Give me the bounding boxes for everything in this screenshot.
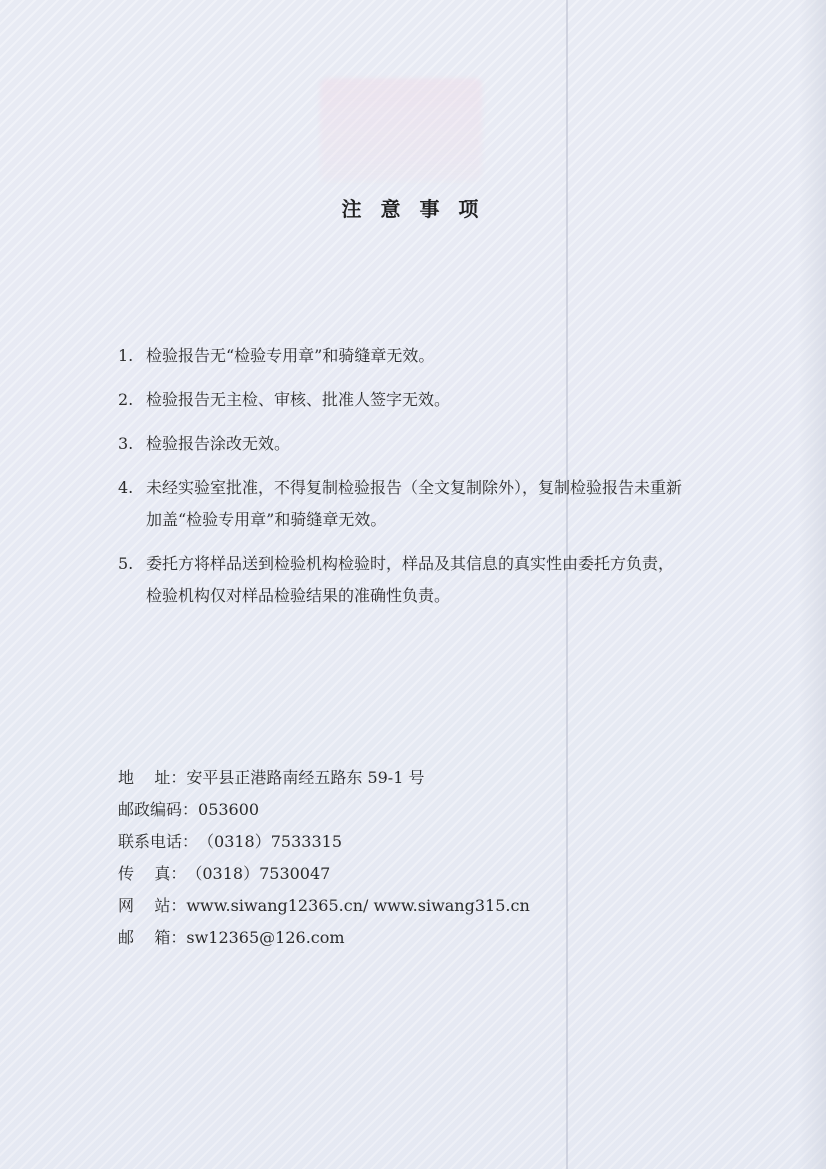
address-value: 安平县正港路南经五路东 59-1 号 [186, 768, 425, 787]
notice-number: 5. [118, 554, 134, 573]
email-row [118, 922, 618, 954]
notice-number: 3. [118, 434, 134, 453]
notice-text-line: 检验报告涂改无效。 [146, 434, 291, 453]
notice-item-5 [118, 548, 718, 612]
notice-text-line: 委托方将样品送到检验机构检验时，样品及其信息的真实性由委托方负责， [146, 554, 675, 573]
notice-item-2 [118, 384, 718, 416]
page-edge-shadow [798, 0, 826, 1169]
notice-item-3 [118, 428, 718, 460]
contact-info [118, 762, 618, 954]
postcode-row [118, 794, 618, 826]
page-title: 注 意 事 项 [341, 197, 485, 221]
notice-item-4 [118, 472, 718, 536]
notice-text-line: 未经实验室批准，不得复制检验报告（全文复制除外），复制检验报告未重新 [146, 478, 683, 497]
website-label: 网 站： [118, 896, 187, 915]
fax-label: 传 真： [118, 864, 187, 883]
notice-text-line: 检验报告无“检验专用章”和骑缝章无效。 [146, 346, 435, 365]
website-row [118, 890, 618, 922]
postcode-value: 053600 [198, 800, 260, 819]
fax-row [118, 858, 618, 890]
notice-number: 1. [118, 346, 134, 365]
notice-item-1 [118, 340, 718, 372]
phone-value: （0318）7533315 [198, 832, 342, 851]
email-value: sw12365@126.com [186, 928, 345, 947]
phone-label: 联系电话： [118, 832, 199, 851]
address-label: 地 址： [118, 768, 187, 787]
website-value: www.siwang12365.cn/ www.siwang315.cn [186, 896, 530, 915]
phone-row [118, 826, 618, 858]
notice-list [118, 340, 718, 624]
postcode-label: 邮政编码： [118, 800, 199, 819]
notice-number: 4. [118, 478, 134, 497]
notice-text-line: 检验报告无主检、审核、批准人签字无效。 [146, 390, 451, 409]
faint-stamp-mark [320, 78, 482, 182]
address-row [118, 762, 618, 794]
fax-value: （0318）7530047 [186, 864, 331, 883]
notice-text-line: 加盖“检验专用章”和骑缝章无效。 [146, 510, 387, 529]
email-label: 邮 箱： [118, 928, 187, 947]
notice-text-line: 检验机构仅对样品检验结果的准确性负责。 [146, 586, 451, 605]
notice-number: 2. [118, 390, 134, 409]
